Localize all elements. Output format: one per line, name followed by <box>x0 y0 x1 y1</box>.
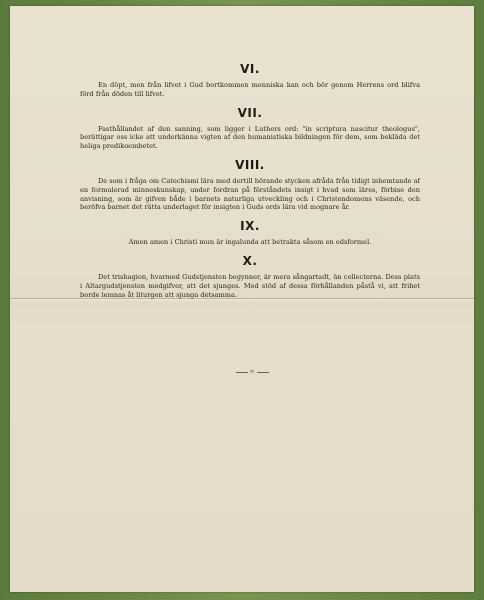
section-numeral: X. <box>242 253 258 268</box>
section-text: Amen amen i Christi mun är ingalunda att betrakta såsom en edsformel. <box>128 238 372 247</box>
section-text: De som i fråga om Catechismi lära med dertill hörande stycken afråda från tidigt inhemtande af en formulerad minneskunskap, under fordran på förståndets insigt i hvad som läres, förbise den anvisning, som är gifven både i barnets naturliga utveckling och i Christendomens väsende, och beröfva barnet det rätta underlaget för insigten i Guds ords lära vid mognare år. <box>80 176 420 212</box>
section-text: Fasthållandet af den sanning, som ligger i Luthers ord: "in scriptura nascitur theologus", berättigar oss icke att underkänna vigten af den humanistiska bildningen för dem, som bekläda det heliga predikoembetet. <box>80 124 420 151</box>
end-ornament <box>232 369 272 375</box>
thesis-10 <box>80 254 420 299</box>
thesis-8 <box>80 158 420 212</box>
section-text: Det trishagion, hvarmed Gudstjensten begynner, är mera sångartadt, än collecterna. Dess plats i Altargudstjensten medgifver, att det sjunges. Med stöd af dessa förhållanden påstå vi, att frihet borde lemnas åt liturgen att sjunga detsamma. <box>80 272 420 299</box>
thesis-6 <box>80 62 420 99</box>
theses-content <box>80 62 420 306</box>
document-page <box>10 6 474 592</box>
section-numeral: IX. <box>240 219 260 234</box>
ornament-knot-icon: ∞ <box>249 368 255 375</box>
ornament-rule-right <box>257 372 269 373</box>
section-numeral: VIII. <box>235 157 265 172</box>
section-numeral: VI. <box>240 62 260 76</box>
section-numeral: VII. <box>237 105 263 120</box>
section-text: En döpt, men från lifvet i Gud bortkommen menniska kan och bör genom Herrens ord blifva förd från döden till lifvet. <box>80 81 420 98</box>
thesis-9 <box>80 219 420 247</box>
ornament-rule-left <box>236 372 248 373</box>
thesis-7 <box>80 106 420 151</box>
